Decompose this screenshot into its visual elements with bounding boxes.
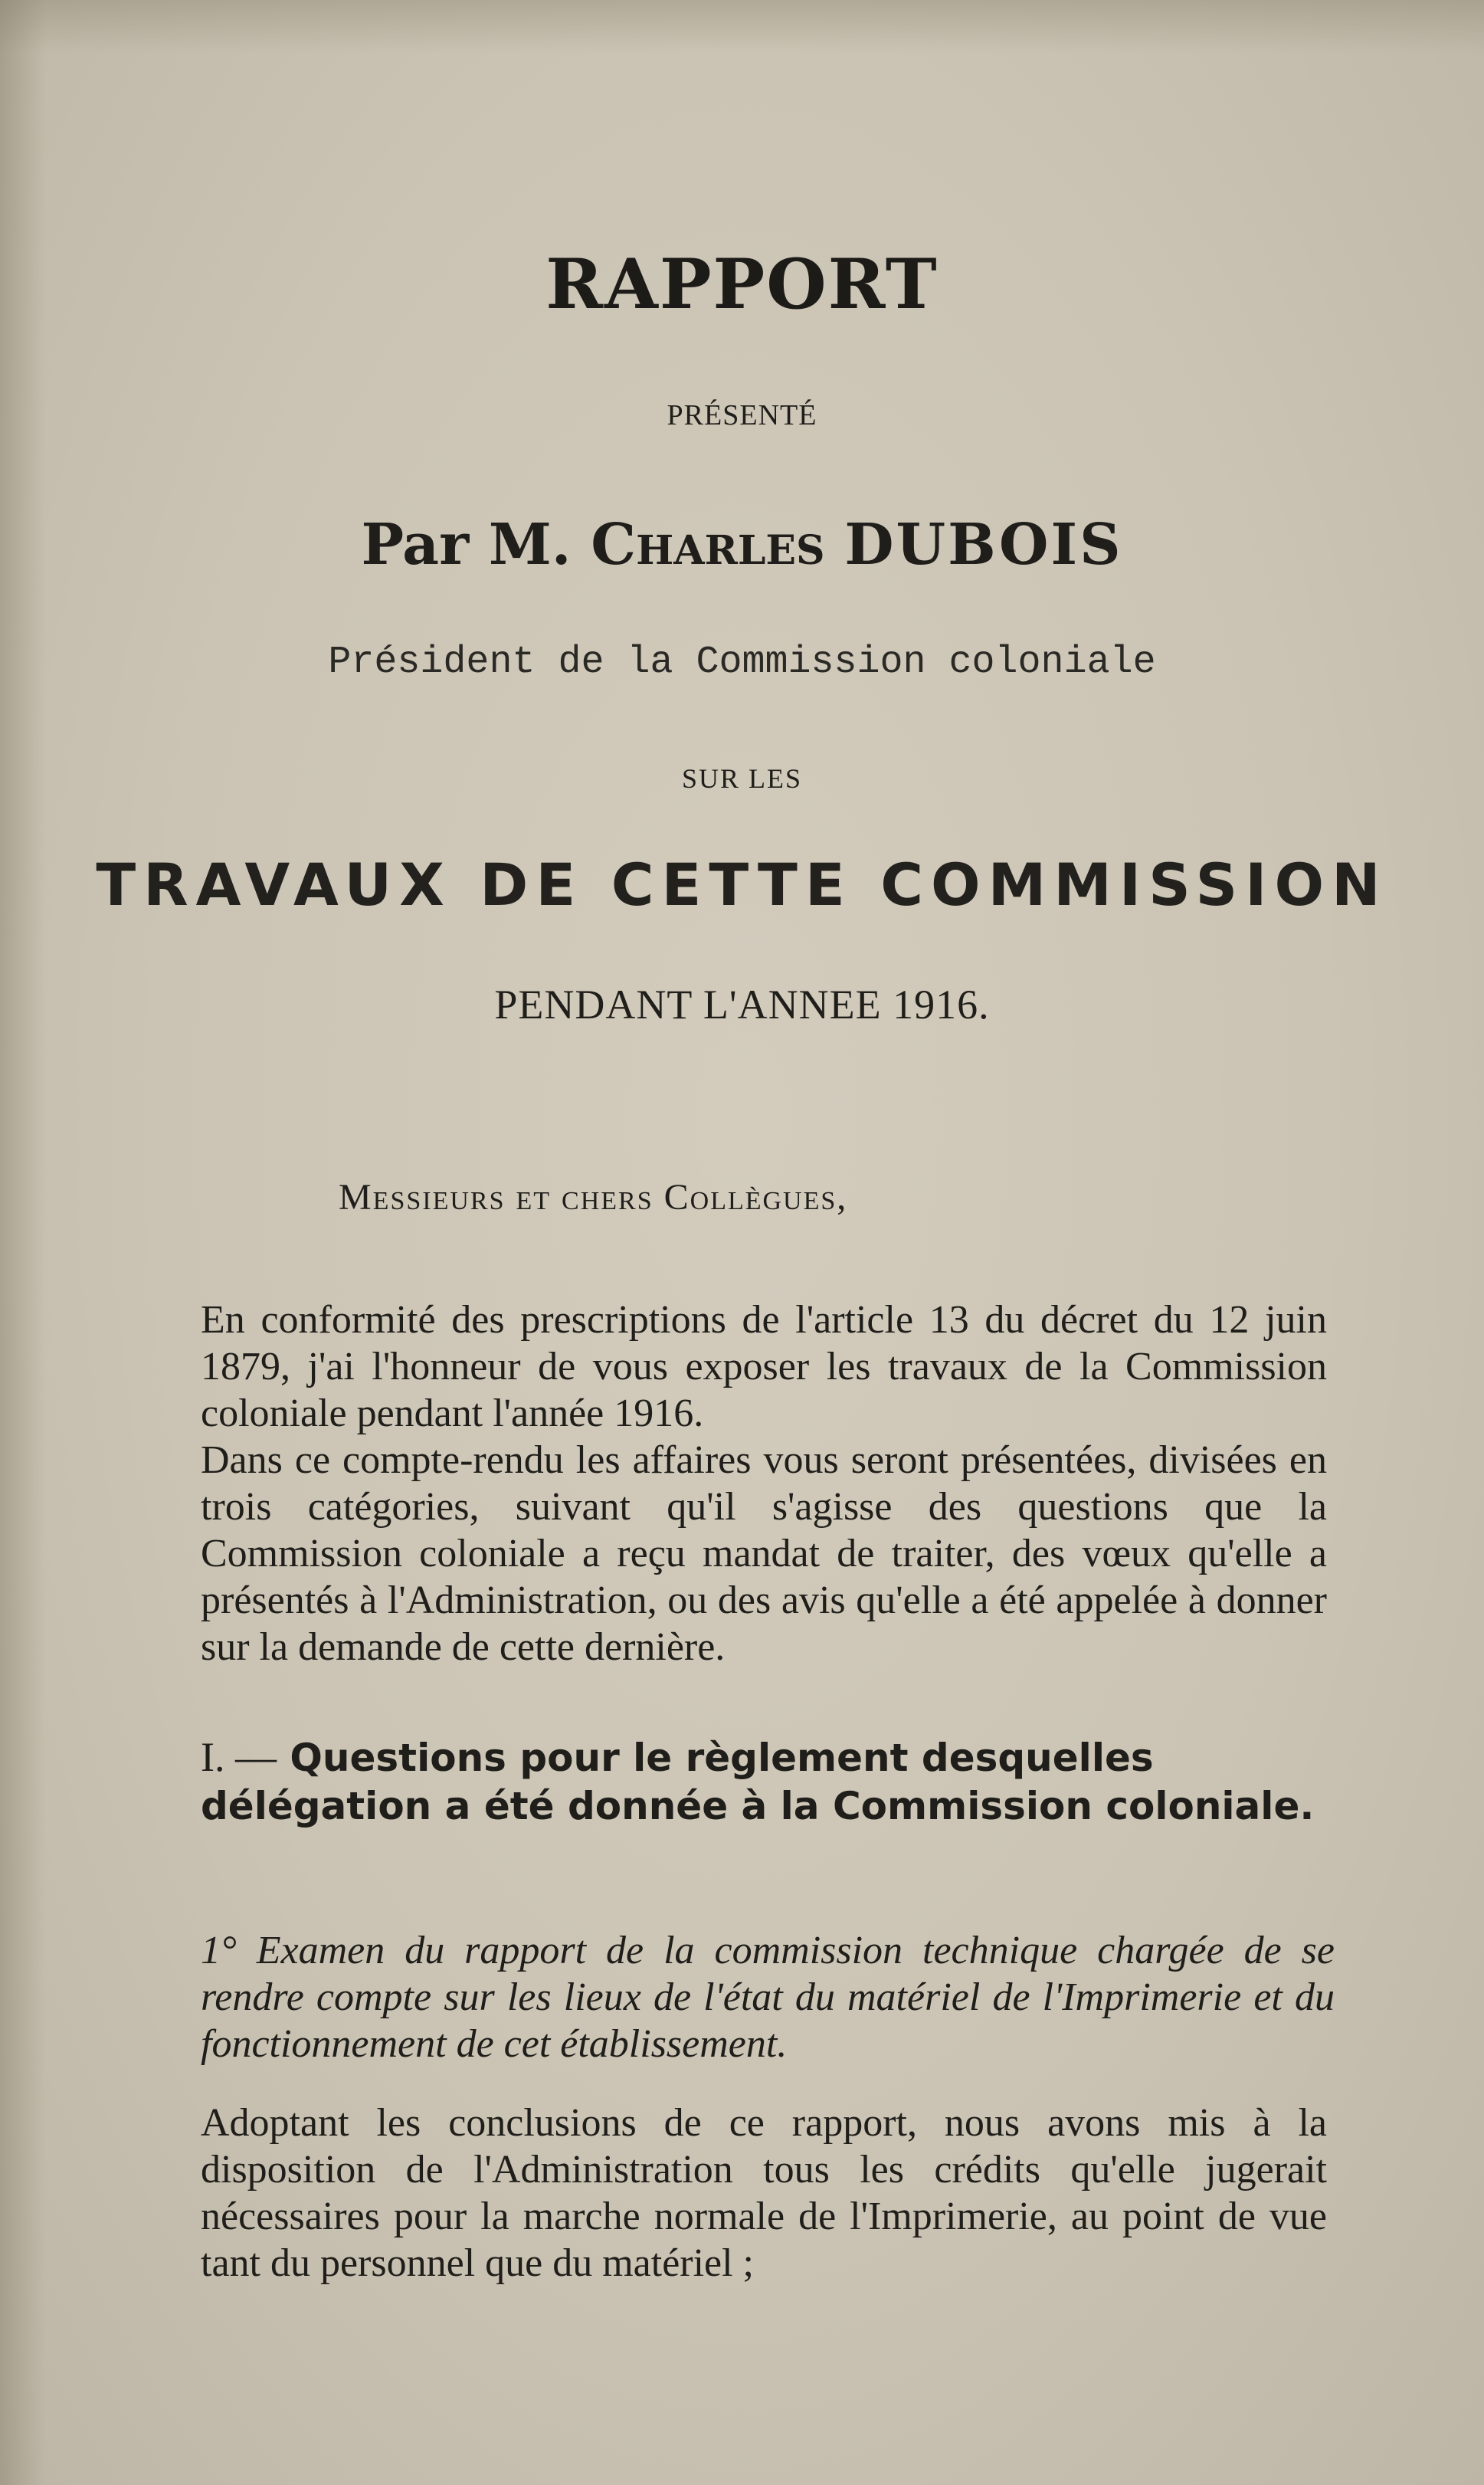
section-title: Questions pour le règlement desquelles délégation a été donnée à la Commission coloniale.: [201, 1736, 1315, 1828]
author-role: Président de la Commission coloniale: [328, 641, 1156, 684]
presented-label: PRÉSENTÉ: [667, 399, 817, 431]
author-line: [0, 512, 1484, 578]
salutation: Messieurs et chers Collègues,: [339, 1177, 848, 1218]
author-prefix: Par M.: [361, 512, 572, 578]
paragraph-adoption: Adoptant les conclusions de ce rapport, nous avons mis à la disposition de l'Administration tous les crédits qu'elle jugerait nécessaires pour la marche normale de l'Imprimerie, au point de vue tant du personnel que du matériel ;: [201, 2101, 1327, 2285]
document-title: RAPPORT: [545, 244, 939, 325]
subsection-heading: 1° Examen du rapport de la commission technique chargée de se rendre compte sur les lieux de l'état du matériel de l'Imprimerie et du fonctionnement de cet établissement.: [201, 1929, 1335, 2066]
year-line: PENDANT L'ANNEE 1916.: [494, 982, 990, 1028]
page-edge-shadow: [0, 0, 46, 2485]
author-last-name: DUBOIS: [844, 512, 1123, 578]
sur-les-label: SUR LES: [681, 763, 803, 794]
section-number: I. —: [201, 1734, 277, 1780]
paragraph-categories: Dans ce compte-rendu les affaires vous seront présentées, divisées en trois catégories, suivant qu'il s'agisse des questions que la Commission coloniale a reçu mandat de traiter, des vœux qu'elle a présentés à l'Administration, ou des avis qu'elle a été appelée à donner sur la demande de cette dernière.: [201, 1438, 1327, 1669]
report-subject: TRAVAUX DE CETTE COMMISSION: [96, 851, 1388, 919]
paragraph-intro: [201, 1297, 1327, 1437]
paragraph-intro-text: En conformité des prescriptions de l'article 13 du décret du 12 juin 1879, j'ai l'honneur de vous exposer les travaux de la Commission coloniale pendant l'année 1916.: [201, 1298, 1327, 1435]
page-top-shadow: [0, 0, 1484, 54]
section-heading: [201, 1733, 1335, 1831]
author-first-name: Charles: [591, 512, 825, 578]
